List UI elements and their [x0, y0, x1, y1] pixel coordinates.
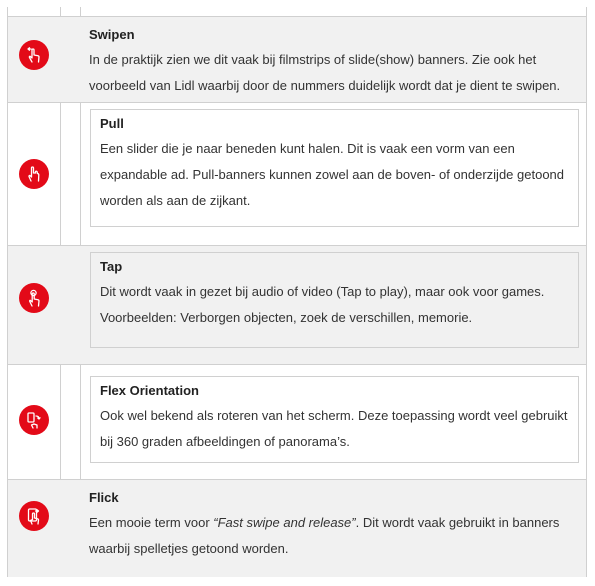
row-title: Flex Orientation	[100, 383, 199, 398]
tap-hand-icon	[19, 283, 49, 313]
row-description	[89, 507, 580, 562]
table-top-strip	[8, 7, 586, 17]
row-title: Swipen	[89, 27, 135, 42]
flick-hand-icon	[19, 501, 49, 531]
row-title: Tap	[100, 259, 123, 274]
table-row-flick	[8, 480, 586, 577]
content-box	[90, 252, 579, 348]
table-row-swipen	[8, 17, 586, 103]
pull-hand-icon	[19, 159, 49, 189]
row-title: Flick	[89, 490, 119, 505]
gestures-table	[7, 7, 587, 577]
swipe-hand-icon	[19, 40, 49, 70]
table-row-flex-orientation	[8, 365, 586, 480]
content-box	[90, 376, 579, 463]
content-box	[90, 109, 579, 227]
row-description: In de praktijk zien we dit vaak bij filmstrips of slide(show) banners. Zie ook het voorbeeld van Lidl waarbij door de nummers duidelijk wordt dat je dient te swipen.	[89, 52, 561, 93]
text-segment: . Dit wordt vaak gebruikt in banners waarbij spelletjes getoond worden.	[89, 515, 560, 556]
rotate-hand-icon	[19, 405, 49, 435]
emphasized-term: “Fast swipe and release”	[213, 515, 356, 530]
row-description: Een slider die je naar beneden kunt halen. Dit is vaak een vorm van een expandable ad. Pull-banners kunnen zowel aan de boven- of onderzijde getoond worden als aan de zijkant.	[100, 141, 565, 208]
text-segment: Een mooie term voor	[89, 515, 214, 530]
row-description: Ook wel bekend als roteren van het scherm. Deze toepassing wordt veel gebruikt bij 360 graden afbeeldingen of panorama’s.	[100, 408, 568, 449]
table-row-tap	[8, 246, 586, 365]
table-row-pull	[8, 103, 586, 246]
row-title: Pull	[100, 116, 124, 131]
row-description: Dit wordt vaak in gezet bij audio of video (Tap to play), maar ook voor games. Voorbeelden: Verborgen objecten, zoek de verschillen, memorie.	[100, 284, 545, 325]
